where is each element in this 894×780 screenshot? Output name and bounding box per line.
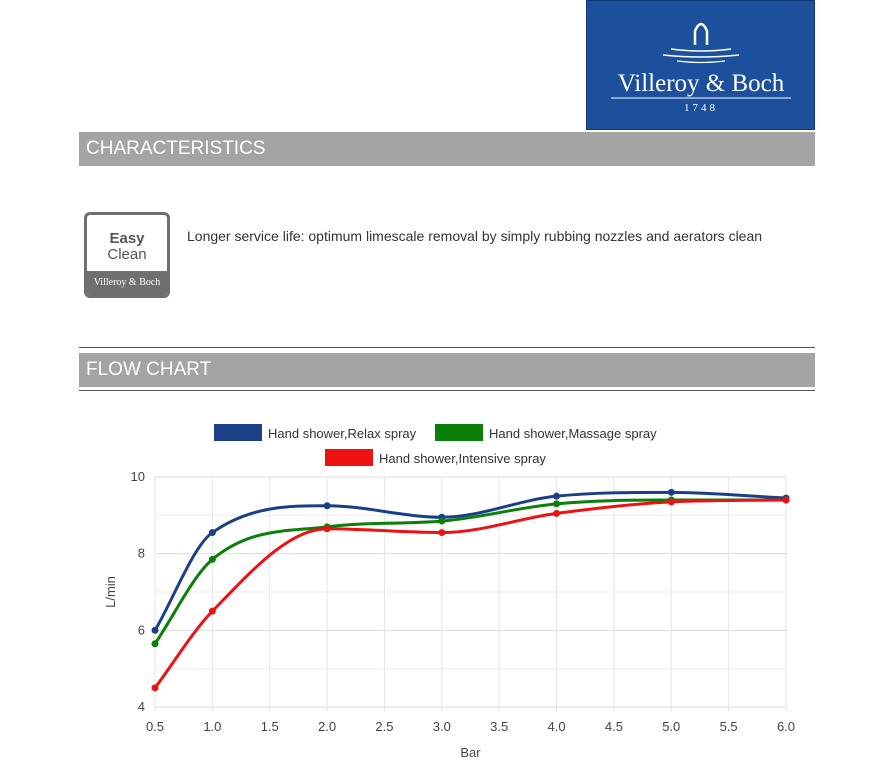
x-tick-label: 3.0: [432, 719, 451, 734]
flow-chart-header: FLOW CHART: [79, 353, 815, 387]
x-tick-label: 2.5: [375, 719, 394, 734]
characteristics-header: CHARACTERISTICS: [79, 132, 815, 166]
badge-easy-label: Easy: [109, 230, 145, 247]
x-tick-label: 3.5: [490, 719, 509, 734]
y-axis-title: L/min: [103, 576, 118, 608]
legend-label: Hand shower,Relax spray: [268, 426, 417, 441]
series-line: [155, 500, 786, 688]
characteristic-description: Longer service life: optimum limescale removal by simply rubbing nozzles and aerators clean: [187, 228, 763, 244]
badge-brand-label: Villeroy & Boch: [87, 271, 167, 295]
x-axis-title: Bar: [460, 745, 481, 760]
chart-ticks: [131, 469, 796, 734]
data-point: [553, 510, 560, 517]
brand-year: 1748: [684, 102, 718, 114]
chart-series: [152, 489, 790, 692]
data-point: [438, 518, 445, 525]
divider-bottom: [79, 390, 815, 391]
badge-clean-label: Clean: [107, 246, 147, 263]
data-point: [209, 529, 216, 536]
brand-name: Villeroy & Boch: [617, 70, 785, 97]
data-point: [783, 497, 790, 504]
data-point: [324, 502, 331, 509]
legend-label: Hand shower,Massage spray: [489, 426, 657, 441]
fountain-logo-icon: [587, 1, 816, 131]
x-tick-label: 6.0: [776, 719, 796, 734]
y-tick-label: 10: [130, 469, 145, 484]
chart-grid: [155, 477, 786, 711]
data-point: [668, 489, 675, 496]
data-point: [152, 627, 159, 634]
x-tick-label: 1.5: [260, 719, 279, 734]
data-point: [209, 608, 216, 615]
y-tick-label: 4: [137, 699, 145, 714]
series-line: [155, 492, 786, 630]
data-point: [438, 529, 445, 536]
y-tick-label: 6: [137, 622, 145, 638]
x-tick-label: 2.0: [318, 719, 337, 734]
legend-label: Hand shower,Intensive spray: [379, 451, 546, 466]
easy-clean-badge-icon: [84, 212, 170, 298]
legend-swatch: [325, 449, 373, 466]
brand-logo: [586, 0, 815, 130]
data-point: [152, 640, 159, 647]
legend-swatch: [435, 424, 483, 441]
flow-chart: [80, 410, 810, 770]
x-tick-label: 4.5: [604, 719, 623, 734]
chart-legend: [214, 424, 657, 466]
y-tick-label: 8: [137, 545, 145, 561]
x-tick-label: 5.5: [719, 719, 738, 734]
data-point: [209, 556, 216, 563]
x-tick-label: 4.0: [547, 719, 566, 734]
legend-swatch: [214, 424, 262, 441]
data-point: [324, 525, 331, 532]
data-point: [668, 498, 675, 505]
divider-top: [79, 347, 815, 348]
data-point: [152, 684, 159, 691]
x-tick-label: 0.5: [145, 719, 165, 734]
x-tick-label: 1.0: [203, 719, 222, 734]
data-point: [553, 493, 560, 500]
data-point: [553, 500, 560, 507]
x-tick-label: 5.0: [662, 719, 681, 734]
